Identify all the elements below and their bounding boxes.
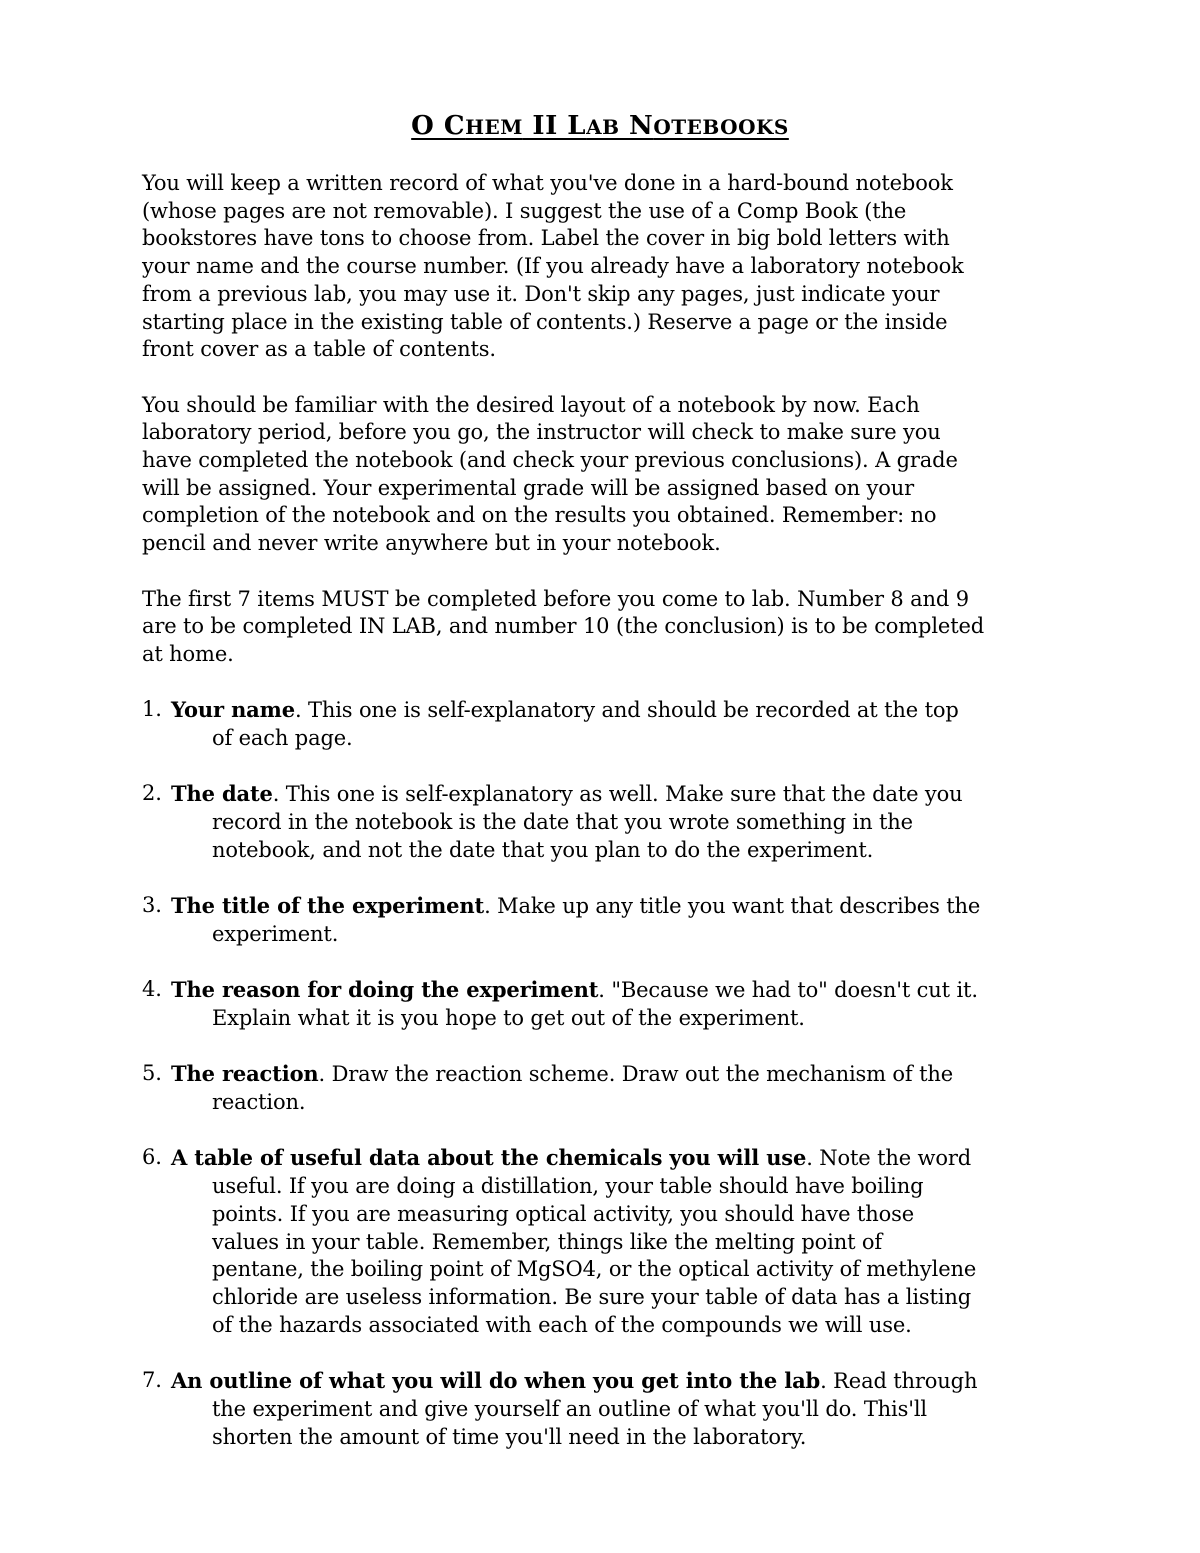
list-item-heading: A table of useful data about the chemicals you will use — [171, 1145, 807, 1171]
list-item-heading: Your name — [171, 697, 295, 723]
list-item-heading: The reaction — [171, 1061, 319, 1087]
list-number: 5. — [142, 1061, 162, 1086]
paragraph-notebook-intro — [142, 170, 1072, 364]
list-number: 7. — [142, 1368, 162, 1393]
list-item-heading: The title of the experiment — [171, 893, 485, 919]
text-line: laboratory period, before you go, the instructor will check to make sure you — [142, 420, 941, 445]
list-item-5 — [142, 1060, 1072, 1116]
text-line: notebook, and not the date that you plan to do the experiment. — [212, 837, 874, 862]
list-number: 2. — [142, 781, 162, 806]
text-line: will be assigned. Your experimental grade will be assigned based on your — [142, 475, 914, 500]
text-line: the experiment and give yourself an outline of what you'll do. This'll — [212, 1396, 927, 1421]
list-number: 1. — [142, 697, 162, 722]
text-line: points. If you are measuring optical activity, you should have those — [212, 1201, 914, 1226]
text-line: starting place in the existing table of contents.) Reserve a page or the inside — [142, 309, 948, 334]
text-line: pentane, the boiling point of MgSO4, or the optical activity of methylene — [212, 1257, 977, 1282]
list-item-first-line: Your name. This one is self-explanatory and should be recorded at the top — [171, 697, 959, 723]
list-item-heading: An outline of what you will do when you get into the lab — [171, 1368, 821, 1394]
list-item-first-line: The date. This one is self-explanatory as well. Make sure that the date you — [171, 781, 963, 807]
text-line: at home. — [142, 641, 234, 666]
list-item-first-line: The title of the experiment. Make up any title you want that describes the — [171, 893, 981, 919]
list-item-3 — [142, 892, 1072, 948]
list-item-first-line: An outline of what you will do when you get into the lab. Read through — [171, 1368, 978, 1394]
text-line: of the hazards associated with each of the compounds we will use. — [212, 1312, 912, 1337]
list-item-first-line: The reaction. Draw the reaction scheme. Draw out the mechanism of the — [171, 1061, 954, 1087]
text-line: completion of the notebook and on the results you obtained. Remember: no — [142, 503, 937, 528]
text-line: front cover as a table of contents. — [142, 337, 496, 362]
text-line: chloride are useless information. Be sure your table of data has a listing — [212, 1285, 972, 1309]
text-line: have completed the notebook (and check your previous conclusions). A grade — [142, 448, 958, 473]
text-line: bookstores have tons to choose from. Label the cover in big bold letters with — [142, 226, 950, 251]
list-item-1 — [142, 696, 1072, 752]
text-line: You will keep a written record of what you've done in a hard-bound notebook — [142, 171, 953, 195]
text-line: useful. If you are doing a distillation, your table should have boiling — [212, 1174, 924, 1199]
text-line: The first 7 items MUST be completed before you come to lab. Number 8 and 9 — [142, 586, 969, 611]
text-line: (whose pages are not removable). I suggest the use of a Comp Book (the — [142, 198, 907, 223]
text-line: pencil and never write anywhere but in your notebook. — [142, 531, 721, 556]
list-number: 6. — [142, 1145, 162, 1170]
document-body — [142, 170, 1072, 1479]
list-number: 4. — [142, 977, 162, 1002]
text-line: experiment. — [212, 921, 339, 946]
list-item-4 — [142, 976, 1072, 1032]
text-line: of each page. — [212, 726, 353, 751]
list-item-heading: The reason for doing the experiment — [171, 977, 599, 1003]
paragraph-items-intro — [142, 586, 1072, 669]
list-item-2 — [142, 780, 1072, 864]
text-line: reaction. — [212, 1090, 306, 1115]
page-title: O CHEM II LAB NOTEBOOKS — [411, 111, 789, 141]
paragraph-layout — [142, 392, 1072, 558]
list-item-6 — [142, 1144, 1072, 1339]
text-line: You should be familiar with the desired layout of a notebook by now. Each — [142, 392, 920, 417]
list-item-first-line: A table of useful data about the chemicals you will use. Note the word — [171, 1145, 972, 1171]
list-item-first-line: The reason for doing the experiment. "Because we had to" doesn't cut it. — [171, 977, 978, 1003]
list-item-7 — [142, 1367, 1072, 1451]
list-item-heading: The date — [171, 781, 273, 807]
text-line: shorten the amount of time you'll need in the laboratory. — [212, 1424, 807, 1449]
text-line: are to be completed IN LAB, and number 10 (the conclusion) is to be completed — [142, 614, 985, 639]
text-line: record in the notebook is the date that you wrote something in the — [212, 810, 913, 835]
text-line: from a previous lab, you may use it. Don't skip any pages, just indicate your — [142, 281, 940, 306]
text-line: Explain what it is you hope to get out of the experiment. — [212, 1006, 805, 1030]
text-line: values in your table. Remember, things like the melting point of — [212, 1229, 883, 1254]
list-number: 3. — [142, 893, 162, 918]
text-line: your name and the course number. (If you already have a laboratory notebook — [142, 254, 964, 279]
